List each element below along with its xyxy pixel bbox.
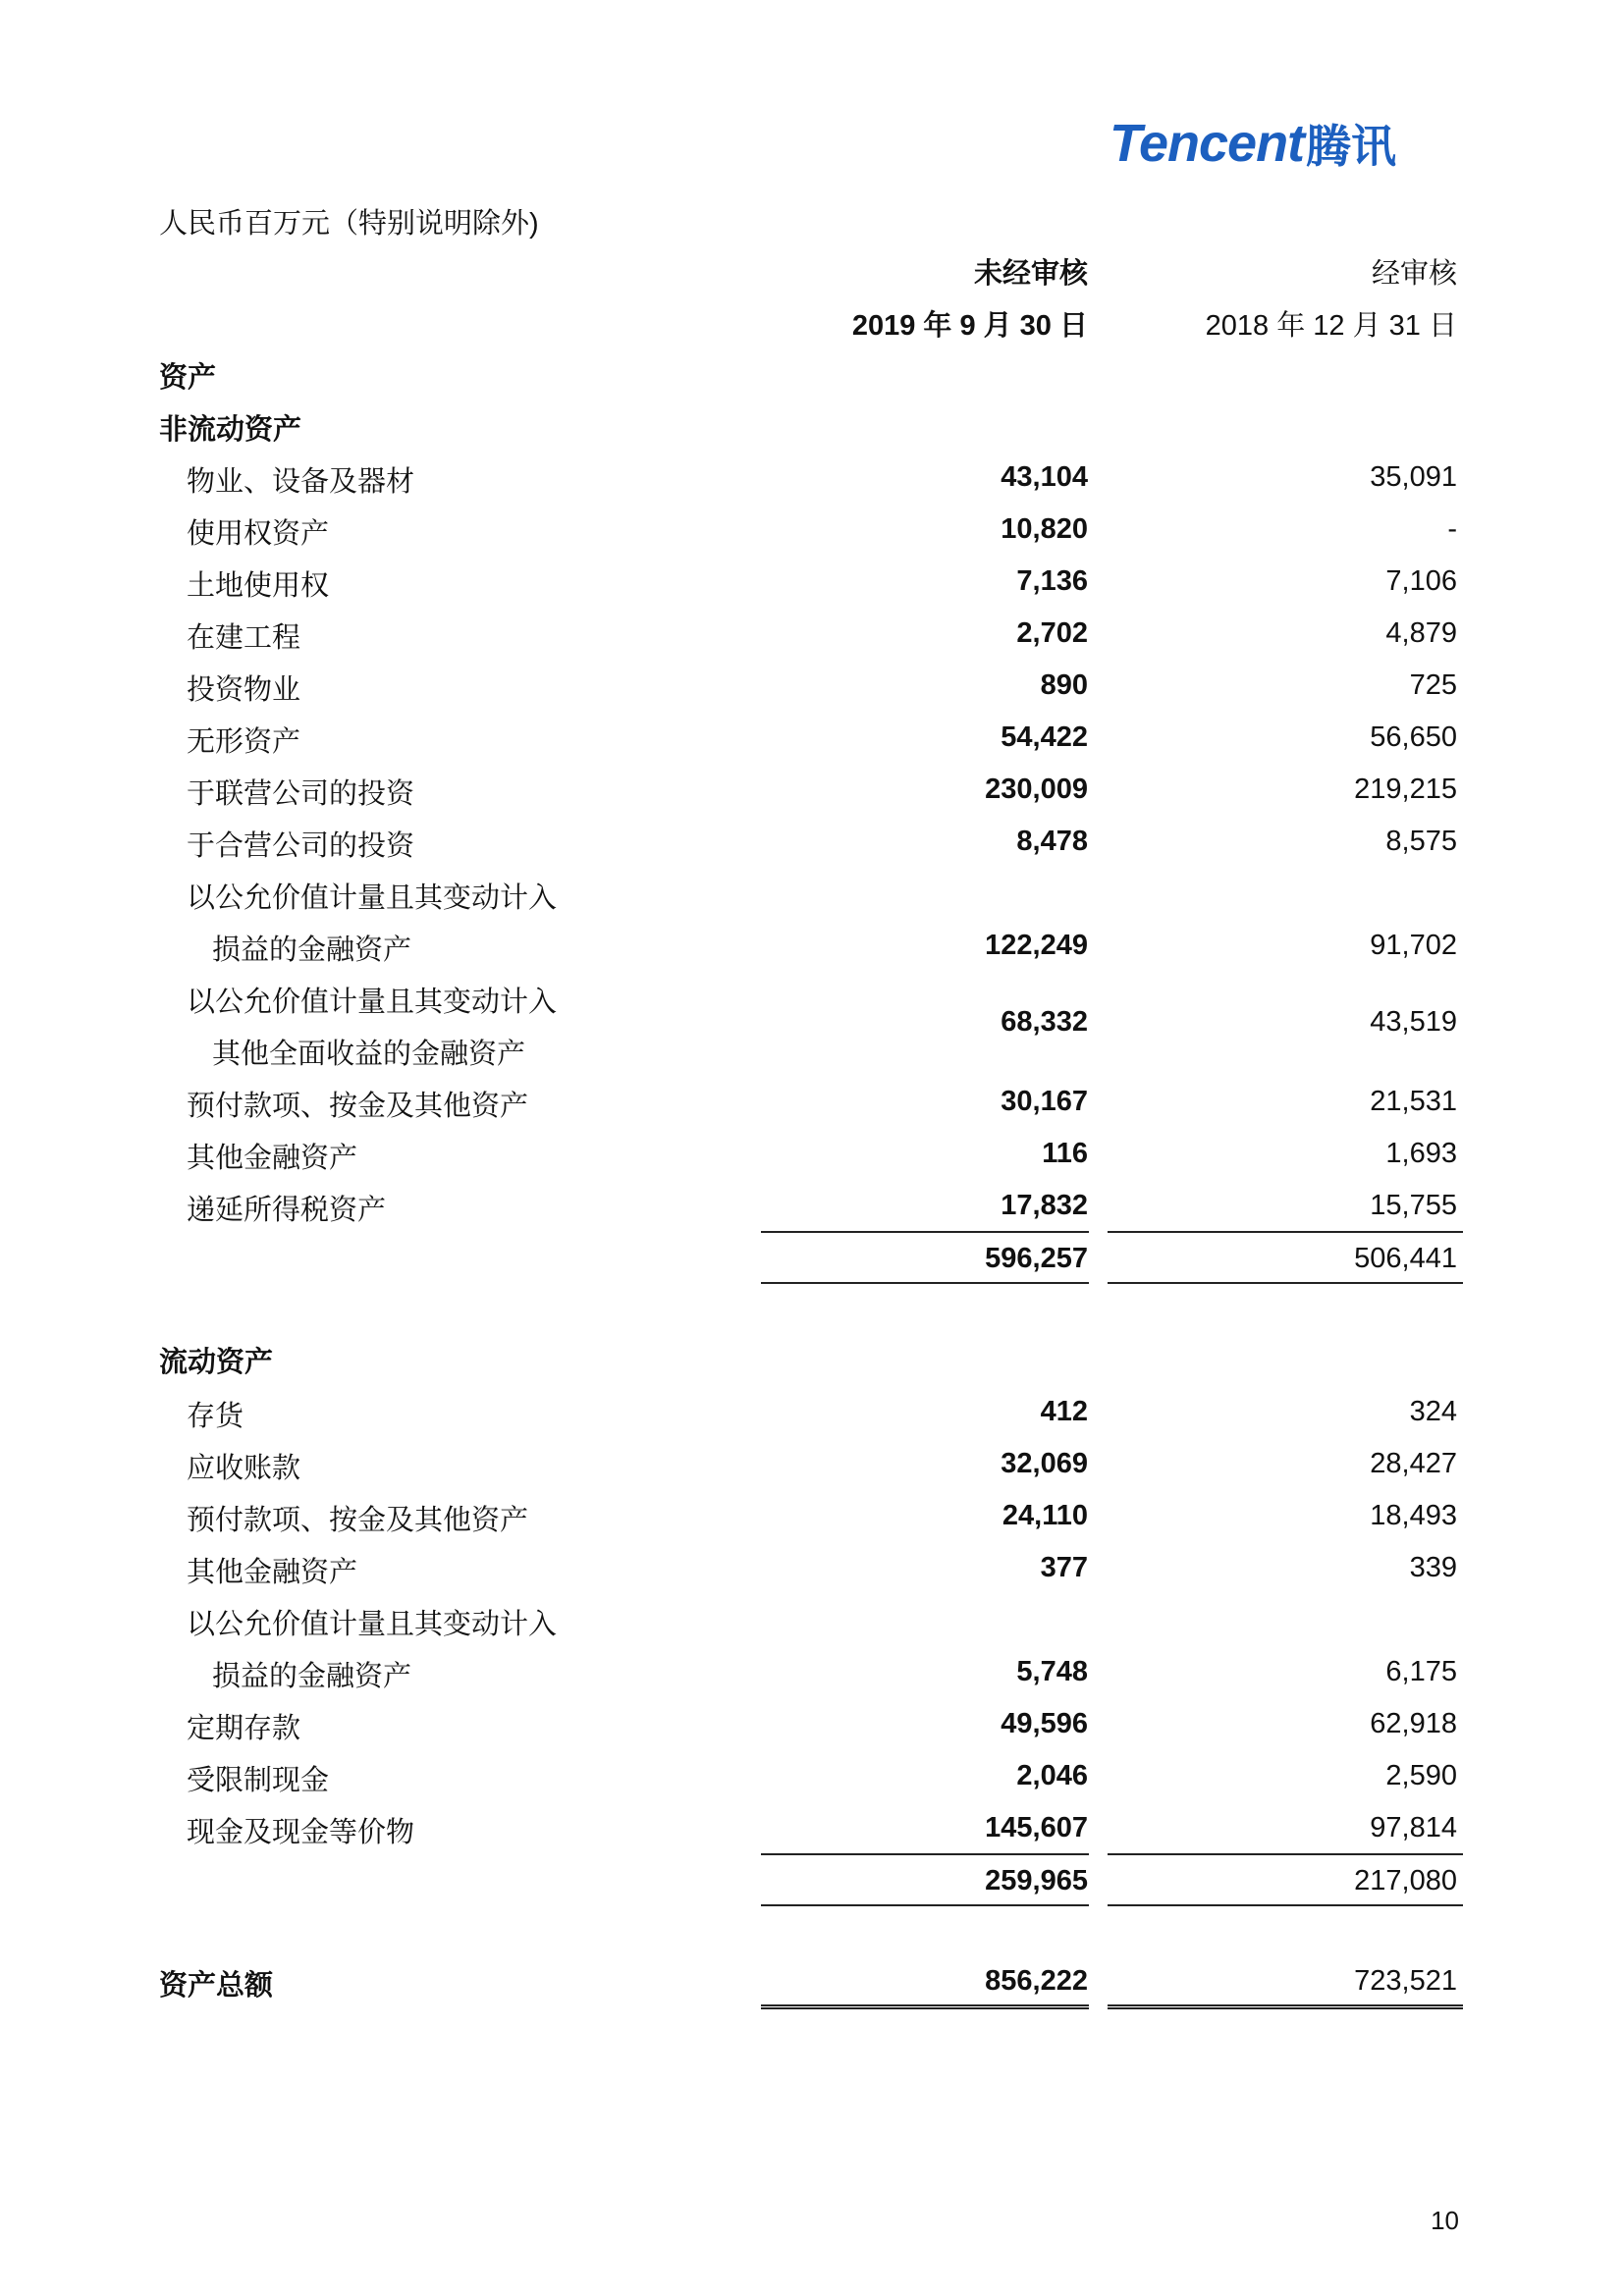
total-assets-label: 资产总额 — [159, 1970, 274, 2002]
row-label: 物业、设备及器材 — [187, 466, 415, 498]
total-rule — [761, 1904, 1089, 1906]
row-value-current: 377 — [1040, 1552, 1088, 1583]
row-value-current: 890 — [1040, 669, 1088, 701]
row-value-prior: 725 — [1409, 669, 1457, 701]
row-label: 递延所得税资产 — [187, 1195, 387, 1226]
row-label: 应收账款 — [187, 1453, 301, 1484]
row-value-prior: 4,879 — [1385, 617, 1457, 649]
row-label: 无形资产 — [187, 726, 301, 758]
row-value-current: 412 — [1040, 1396, 1088, 1427]
unit-note: 人民币百万元（特别说明除外) — [159, 208, 539, 240]
row-label: 投资物业 — [187, 674, 301, 706]
row-label: 在建工程 — [187, 622, 301, 654]
col1-date: 2019 年 9 月 30 日 — [851, 310, 1088, 342]
row-label: 使用权资产 — [187, 518, 330, 550]
total-rule — [1108, 1282, 1463, 1284]
row-value-prior: 97,814 — [1370, 1812, 1457, 1843]
page-number: 10 — [1431, 2206, 1459, 2235]
subtotal-rule — [1108, 1231, 1463, 1233]
subtotal-rule — [1108, 1853, 1463, 1855]
row-value-prior: 43,519 — [1370, 1006, 1457, 1038]
non-current-total-current: 596,257 — [985, 1243, 1088, 1274]
total-rule — [1108, 1904, 1463, 1906]
col1-status: 未经审核 — [973, 258, 1088, 290]
row-value-current: 49,596 — [1001, 1708, 1088, 1739]
row-value-prior: 21,531 — [1370, 1086, 1457, 1117]
total-assets-current: 856,222 — [985, 1965, 1088, 1997]
row-label: 现金及现金等价物 — [187, 1817, 415, 1848]
row-value-current: 116 — [1042, 1138, 1088, 1169]
row-label: 土地使用权 — [187, 570, 330, 602]
row-label: 于合营公司的投资 — [187, 830, 415, 862]
row-label: 以公允价值计量且其变动计入 — [187, 882, 558, 914]
row-value-prior: 6,175 — [1385, 1656, 1457, 1687]
row-value-current: 24,110 — [1001, 1500, 1088, 1531]
col2-date: 2018 年 12 月 31 日 — [1205, 310, 1457, 342]
row-label: 其他金融资产 — [187, 1557, 358, 1588]
row-label: 预付款项、按金及其他资产 — [187, 1091, 529, 1122]
row-value-current: 30,167 — [1001, 1086, 1088, 1117]
row-value-prior: 324 — [1409, 1396, 1457, 1427]
row-value-prior: 28,427 — [1370, 1448, 1457, 1479]
logo-text-cn: 腾讯 — [1306, 120, 1397, 173]
section-current-assets: 流动资产 — [159, 1347, 274, 1378]
row-value-current: 122,249 — [985, 930, 1088, 961]
grand-total-double-rule — [761, 2004, 1089, 2009]
row-label: 以公允价值计量且其变动计入 — [187, 1609, 558, 1640]
row-label: 以公允价值计量且其变动计入 — [187, 987, 558, 1018]
row-value-current: 5,748 — [1016, 1656, 1088, 1687]
row-label-continued: 损益的金融资产 — [212, 934, 412, 966]
row-label: 其他金融资产 — [187, 1143, 358, 1174]
grand-total-double-rule — [1108, 2004, 1463, 2009]
row-label: 受限制现金 — [187, 1765, 330, 1796]
row-value-current: 10,820 — [1001, 513, 1088, 545]
current-total-prior: 217,080 — [1354, 1865, 1457, 1896]
non-current-total-prior: 506,441 — [1354, 1243, 1457, 1274]
row-value-prior: - — [1447, 513, 1457, 545]
row-value-current: 7,136 — [1016, 565, 1088, 597]
row-value-current: 2,046 — [1016, 1760, 1088, 1791]
row-value-current: 17,832 — [1001, 1190, 1088, 1221]
logo-text-en: Tencent — [1110, 114, 1305, 173]
section-non-current-assets: 非流动资产 — [159, 414, 302, 446]
row-value-current: 54,422 — [1001, 721, 1088, 753]
row-value-prior: 339 — [1409, 1552, 1457, 1583]
row-label: 预付款项、按金及其他资产 — [187, 1505, 529, 1536]
row-value-current: 8,478 — [1016, 826, 1088, 857]
row-value-current: 230,009 — [985, 774, 1088, 805]
row-value-prior: 56,650 — [1370, 721, 1457, 753]
row-value-prior: 91,702 — [1370, 930, 1457, 961]
row-value-current: 145,607 — [985, 1812, 1088, 1843]
col2-status: 经审核 — [1371, 258, 1457, 290]
section-assets: 资产 — [159, 362, 217, 394]
row-value-prior: 18,493 — [1370, 1500, 1457, 1531]
subtotal-rule — [761, 1231, 1089, 1233]
row-value-prior: 8,575 — [1385, 826, 1457, 857]
row-value-prior: 35,091 — [1370, 461, 1457, 493]
row-value-prior: 7,106 — [1385, 565, 1457, 597]
row-value-current: 43,104 — [1001, 461, 1088, 493]
row-value-prior: 1,693 — [1385, 1138, 1457, 1169]
row-label: 于联营公司的投资 — [187, 778, 415, 810]
total-rule — [761, 1282, 1089, 1284]
row-label: 定期存款 — [187, 1713, 301, 1744]
total-assets-prior: 723,521 — [1354, 1965, 1457, 1997]
subtotal-rule — [761, 1853, 1089, 1855]
row-value-prior: 15,755 — [1370, 1190, 1457, 1221]
current-total-current: 259,965 — [985, 1865, 1088, 1896]
tencent-logo — [1110, 114, 1396, 173]
row-value-current: 68,332 — [1001, 1006, 1088, 1038]
row-value-prior: 62,918 — [1370, 1708, 1457, 1739]
row-label: 存货 — [187, 1401, 244, 1432]
row-value-prior: 219,215 — [1354, 774, 1457, 805]
row-label-continued: 损益的金融资产 — [212, 1661, 412, 1692]
row-label-continued: 其他全面收益的金融资产 — [212, 1039, 526, 1070]
row-value-prior: 2,590 — [1385, 1760, 1457, 1791]
row-value-current: 2,702 — [1016, 617, 1088, 649]
row-value-current: 32,069 — [1001, 1448, 1088, 1479]
